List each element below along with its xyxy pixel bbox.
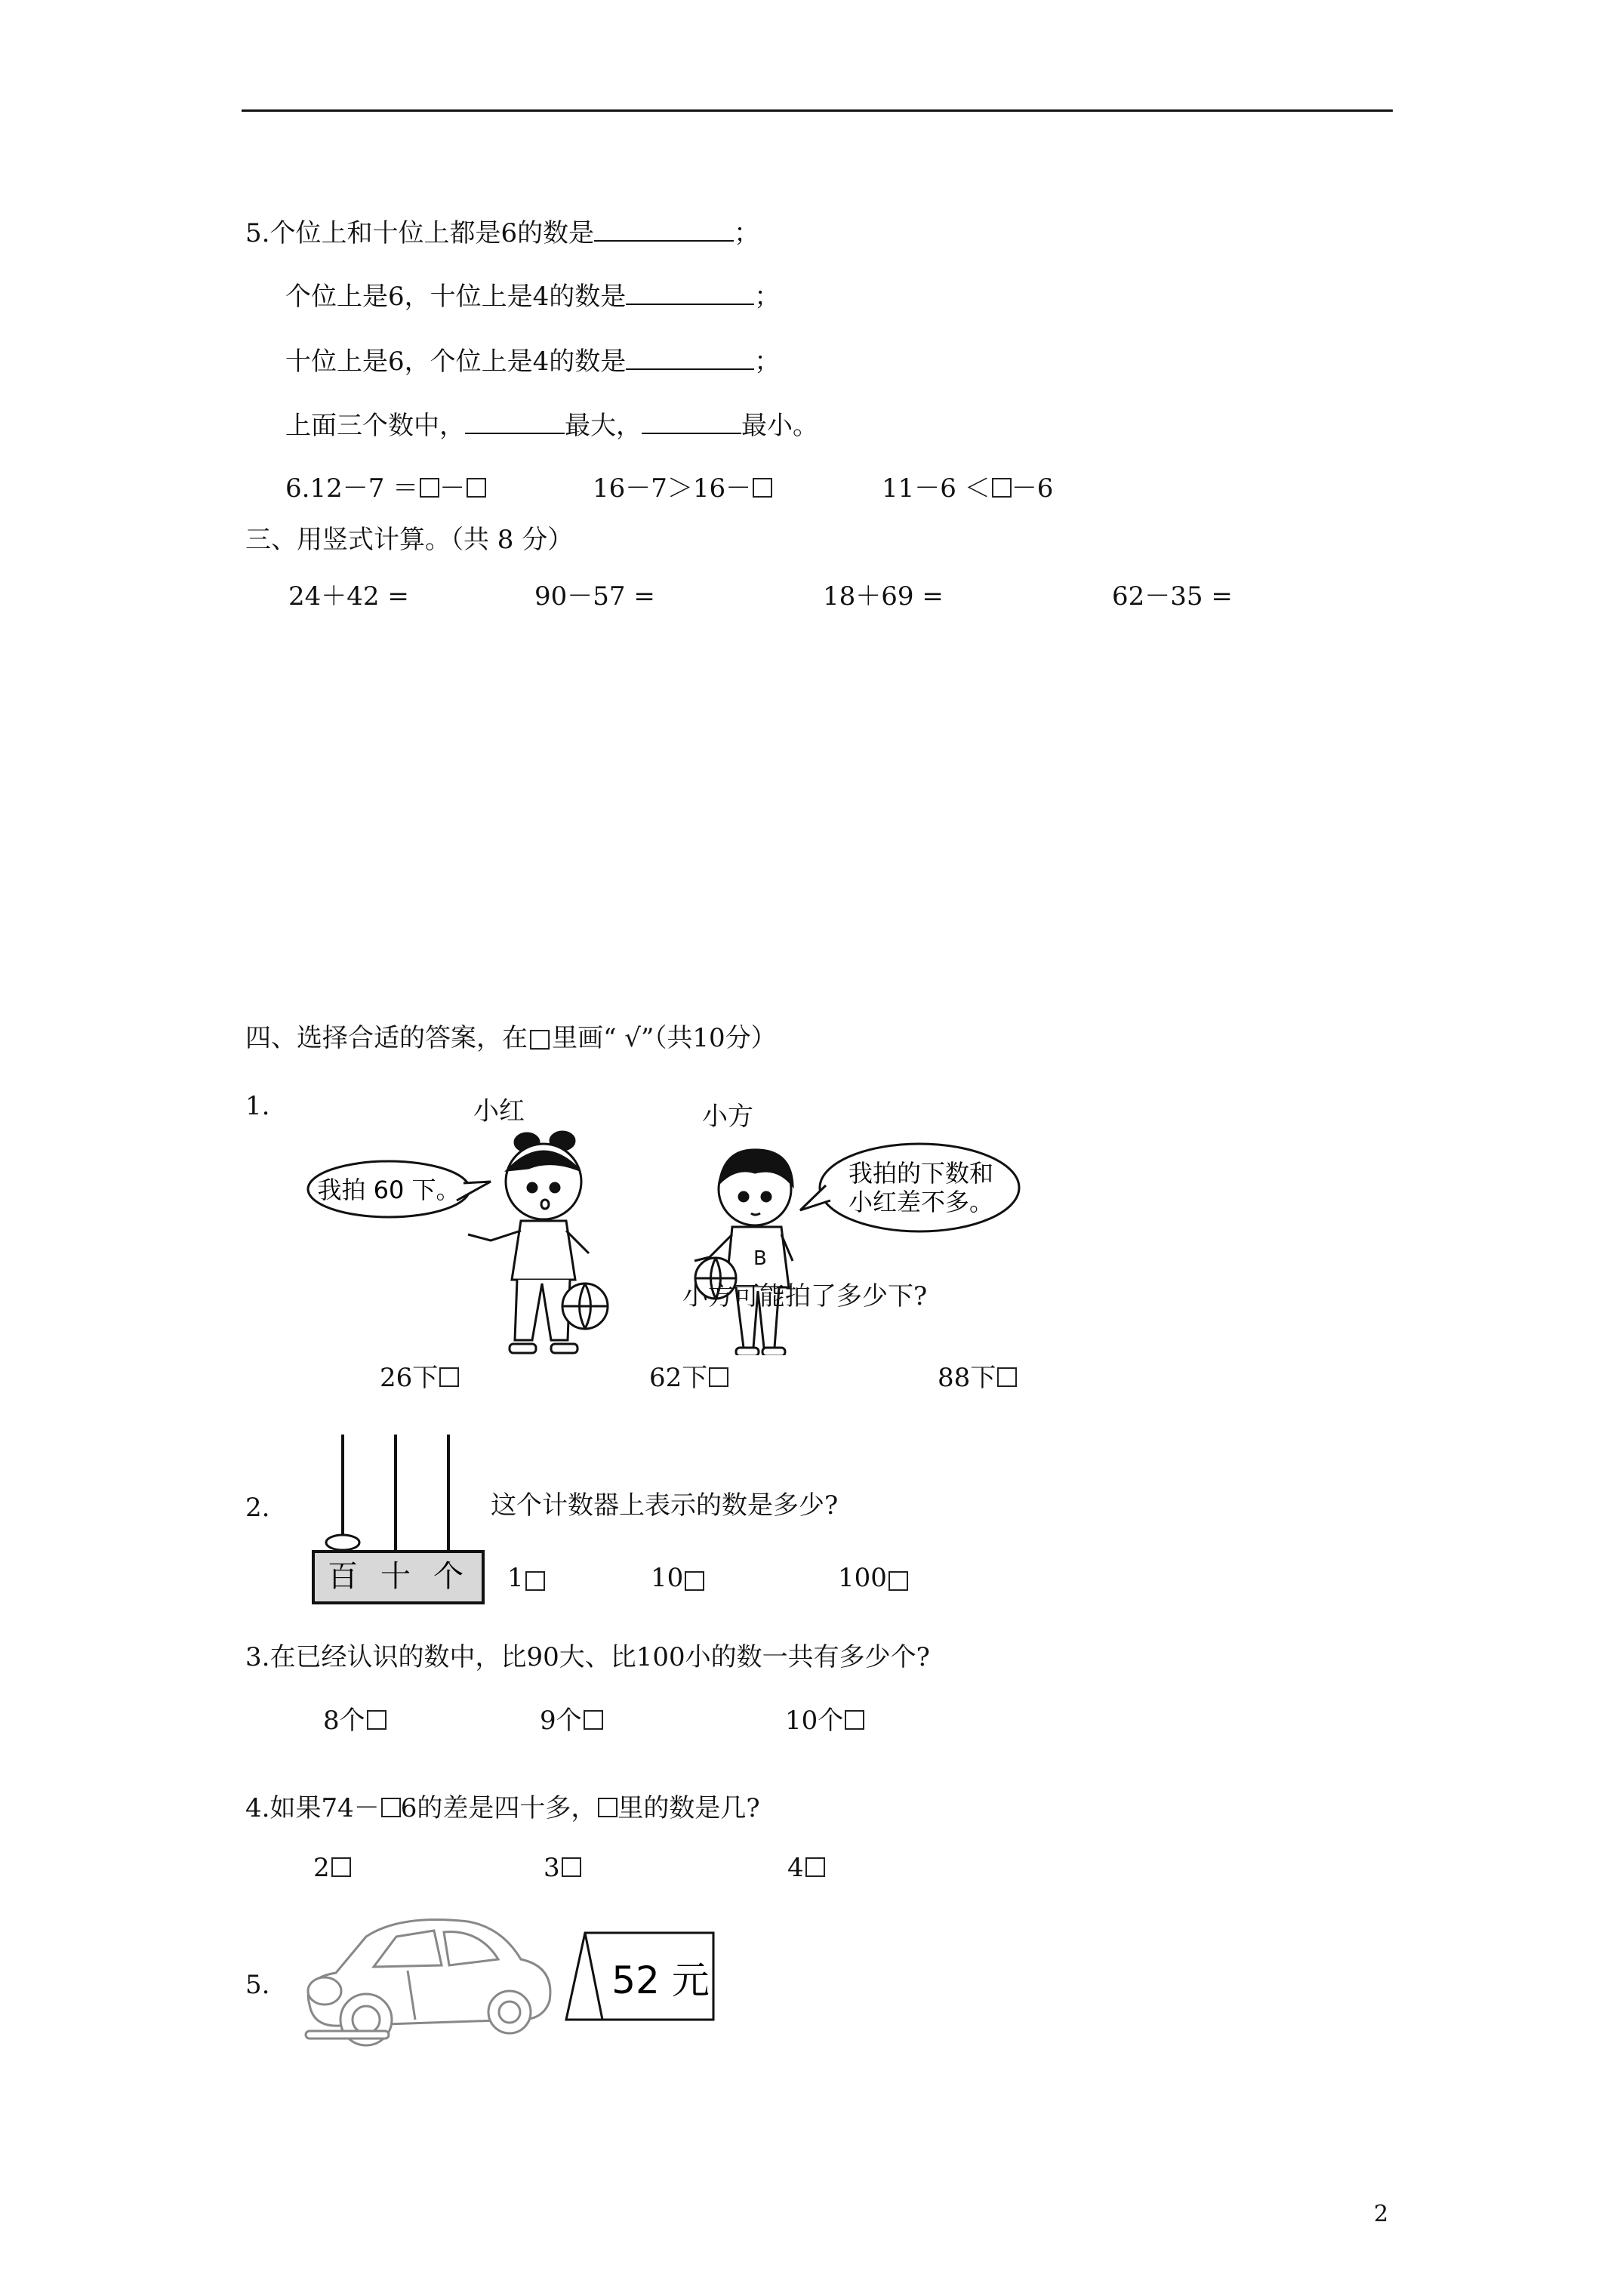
s4-q5-number: 5. <box>245 1970 270 2000</box>
s4-q3-text: 3.在已经认识的数中，比90大、比100小的数一共有多少个? <box>245 1642 930 1672</box>
s4-q1-option-2: 62下 <box>649 1365 728 1391</box>
price-label: 52 元 <box>611 1959 710 2002</box>
abacus-label-tens: 十 <box>380 1559 411 1594</box>
svg-text:B: B <box>753 1247 767 1270</box>
q5-line1: 5.个位上和十位上都是6的数是 ； <box>245 218 760 248</box>
answer-box[interactable] <box>753 478 772 498</box>
girl-speech-bubble <box>308 1161 491 1217</box>
q6-c: 11－6 ＜ －6 <box>882 473 1054 504</box>
boy-name-label: 小方 <box>702 1102 753 1132</box>
checkbox[interactable] <box>685 1571 704 1591</box>
s4-q3-option-1: 8个 <box>323 1708 387 1734</box>
answer-box[interactable] <box>992 478 1012 498</box>
s4-q2-option-3: 100 <box>838 1565 908 1591</box>
s4-q2-option-2: 10 <box>651 1565 704 1591</box>
s4-q1-option-3: 88下 <box>938 1365 1017 1391</box>
answer-box[interactable] <box>420 478 439 498</box>
abacus-label-hundreds: 百 <box>328 1559 358 1594</box>
s4-q2-number: 2. <box>245 1493 270 1523</box>
s4-q2-question: 这个计数器上表示的数是多少? <box>491 1490 839 1521</box>
vertical-calc-1: 24＋42 = <box>288 581 409 612</box>
vertical-calc-2: 90－57 = <box>534 581 655 612</box>
girl-basketball <box>562 1284 608 1329</box>
svg-text:小红差不多。: 小红差不多。 <box>848 1188 994 1216</box>
checkbox[interactable] <box>997 1367 1017 1387</box>
q5-blank-1[interactable] <box>594 217 734 242</box>
s4-q1-option-1: 26下 <box>380 1365 459 1391</box>
answer-box[interactable] <box>467 478 486 498</box>
header-rule <box>242 109 1393 112</box>
s4-q3-option-3: 10个 <box>785 1708 864 1734</box>
boy-speech-bubble <box>800 1144 1019 1231</box>
q5-blank-3[interactable] <box>626 346 754 370</box>
basketball-kids-illustration <box>302 1129 1027 1355</box>
checkbox[interactable] <box>331 1857 351 1877</box>
price-tag-sign <box>559 1922 725 2027</box>
vertical-calc-4: 62－35 = <box>1112 581 1233 612</box>
q5-line3: 十位上是6，个位上是4的数是 ； <box>285 347 781 377</box>
s4-q4-option-2: 3 <box>544 1855 581 1881</box>
s4-q2-option-1: 1 <box>507 1565 545 1591</box>
q5-blank-min[interactable] <box>642 410 741 434</box>
checkbox[interactable] <box>805 1857 825 1877</box>
q5-line2: 个位上是6，十位上是4的数是 ； <box>285 282 781 312</box>
s4-q4-option-1: 2 <box>313 1855 351 1881</box>
checkbox[interactable] <box>439 1367 459 1387</box>
abacus-label-ones: 个 <box>433 1559 463 1594</box>
s4-q3-option-2: 9个 <box>540 1708 603 1734</box>
answer-box[interactable] <box>381 1798 401 1817</box>
q5-blank-2[interactable] <box>626 281 754 305</box>
q5-blank-max[interactable] <box>465 410 565 434</box>
checkbox[interactable] <box>584 1710 603 1730</box>
answer-box <box>598 1798 617 1817</box>
girl-name-label: 小红 <box>473 1096 525 1126</box>
s4-q4-text: 4.如果74－ 6的差是四十多， 里的数是几? <box>245 1793 760 1823</box>
checkbox[interactable] <box>525 1571 545 1591</box>
q6-b: 16－7＞16－ <box>593 476 772 501</box>
q6-a: 6.12－7 ＝ － <box>285 476 486 501</box>
toy-car-illustration <box>294 1906 559 2057</box>
vertical-calc-3: 18＋69 = <box>823 581 944 612</box>
section3-title: 三、用竖式计算。（共 8 分） <box>245 525 574 555</box>
checkbox[interactable] <box>845 1710 864 1730</box>
s4-q1-number: 1. <box>245 1091 270 1121</box>
section4-title: 四、选择合适的答案，在□里画“ √”（共10分） <box>245 1023 777 1053</box>
boy-figure <box>694 1150 793 1355</box>
s4-q4-option-3: 4 <box>787 1855 825 1881</box>
checkbox[interactable] <box>888 1571 908 1591</box>
abacus-counter-icon <box>310 1431 491 1612</box>
svg-text:我拍的下数和: 我拍的下数和 <box>848 1159 994 1188</box>
abacus-bead <box>326 1535 359 1550</box>
svg-text:我拍 60 下。: 我拍 60 下。 <box>317 1176 460 1204</box>
checkbox[interactable] <box>562 1857 581 1877</box>
s4-q1-question: 小方可能拍了多少下? <box>682 1281 928 1311</box>
q5-line4: 上面三个数中， 最大， 最小。 <box>285 411 818 441</box>
checkbox[interactable] <box>367 1710 387 1730</box>
checkbox[interactable] <box>709 1367 728 1387</box>
page-number: 2 <box>1374 2201 1389 2227</box>
